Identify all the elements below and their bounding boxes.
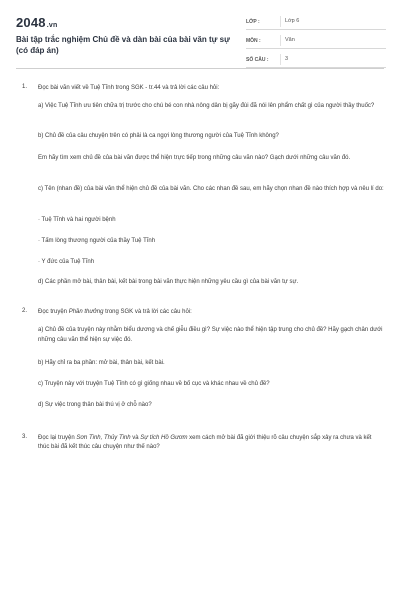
q1-option-3: · Y đức của Tuệ Tĩnh: [38, 259, 95, 265]
brand-logo[interactable]: [16, 15, 57, 30]
document-title: Bài tập trắc nghiệm Chủ đề và dàn bài của bài văn tự sự (có đáp án): [16, 35, 230, 55]
q1-line-d: d) Các phần mở bài, thân bài, kết bài trong bài văn thực hiện những yêu cầu gì của bài văn tự sự.: [38, 279, 299, 285]
q1-line-c: c) Tên (nhan đề) của bài văn thể hiện chủ đề của bài văn. Cho các nhan đề sau, em hãy chọn nhan đề nào thích hợp và nêu lí do:: [38, 186, 384, 192]
q1-line-b: b) Chủ đề của câu chuyện trên có phải là ca ngợi lòng thương người của Tuệ Tĩnh không?: [38, 133, 279, 139]
brand-name: 2048: [16, 15, 46, 30]
class-value: Lớp 6: [280, 16, 386, 27]
q2-prompt-title: Phần thưởng: [68, 309, 104, 315]
question-1-text: Đọc bài văn viết về Tuệ Tĩnh trong SGK - tr.44 và trả lời các câu hỏi:: [38, 85, 220, 91]
q2-prompt-after: trong SGK và trả lời các câu hỏi:: [103, 309, 192, 315]
count-label: SỐ CÂU :: [246, 56, 269, 63]
subject-label: MÔN :: [246, 37, 261, 44]
meta-table: [246, 14, 386, 71]
meta-row-subject: [246, 33, 386, 49]
q1-option-1: · Tuệ Tĩnh và hai người bệnh: [38, 217, 116, 223]
header: [0, 0, 400, 66]
q1-line-a: a) Việc Tuệ Tĩnh ưu tiên chữa trị trước cho chú bé con nhà nông dân bị gãy đùi đã nói lên phẩm chất gì của người thầy thuốc?: [38, 103, 375, 109]
question-3-number: 3.: [22, 434, 28, 440]
q3-prompt-before: Đọc lại truyện: [38, 435, 77, 441]
q2-line-a: a) Chủ đề của truyện này nhằm biểu dương và chế giễu điều gì? Sự việc nào thể hiện tập trung cho chủ đề? Hãy gạch chân dưới những câu văn thể hiện sự việc đó.: [38, 327, 383, 343]
class-label: LỚP :: [246, 18, 260, 25]
q1-option-2: · Tấm lòng thương người của thầy Tuệ Tĩnh: [38, 238, 156, 244]
brand-tld: .vn: [46, 22, 58, 29]
q2-prompt-before: Đọc truyện: [38, 309, 69, 315]
subject-value: Văn: [280, 35, 386, 46]
count-value: 3: [280, 54, 386, 65]
q3-prompt-after: xem cách mở bài đã giới thiệu rõ câu chuyện sắp xảy ra chưa và kết thúc bài đã kết thúc câu chuyện như thế nào?: [38, 435, 372, 450]
q3-prompt-title-2: Sự tích Hồ Gươm: [140, 435, 188, 441]
question-2-text: [38, 308, 383, 317]
header-divider: [16, 68, 384, 69]
question-3-text: [38, 434, 383, 452]
q2-line-c: c) Truyện này với truyện Tuệ Tĩnh có gì giống nhau về bố cục và khác nhau về chủ đề?: [38, 381, 270, 387]
q2-line-b: b) Hãy chỉ ra ba phần: mở bài, thân bài, kết bài.: [38, 360, 165, 366]
meta-row-class: [246, 14, 386, 30]
q2-line-d: d) Sự việc trong thân bài thú vị ở chỗ nào?: [38, 402, 152, 408]
meta-row-count: [246, 52, 386, 68]
q3-prompt-title-1: Sơn Tinh, Thủy Tinh: [76, 435, 131, 441]
question-2-number: 2.: [22, 308, 28, 314]
q3-prompt-mid: và: [130, 435, 141, 441]
question-1-number: 1.: [22, 84, 28, 90]
q1-line-note: Em hãy tìm xem chủ đề của bài văn được thể hiện trực tiếp trong những câu văn nào? Gạch dưới những câu văn đó.: [38, 155, 351, 161]
